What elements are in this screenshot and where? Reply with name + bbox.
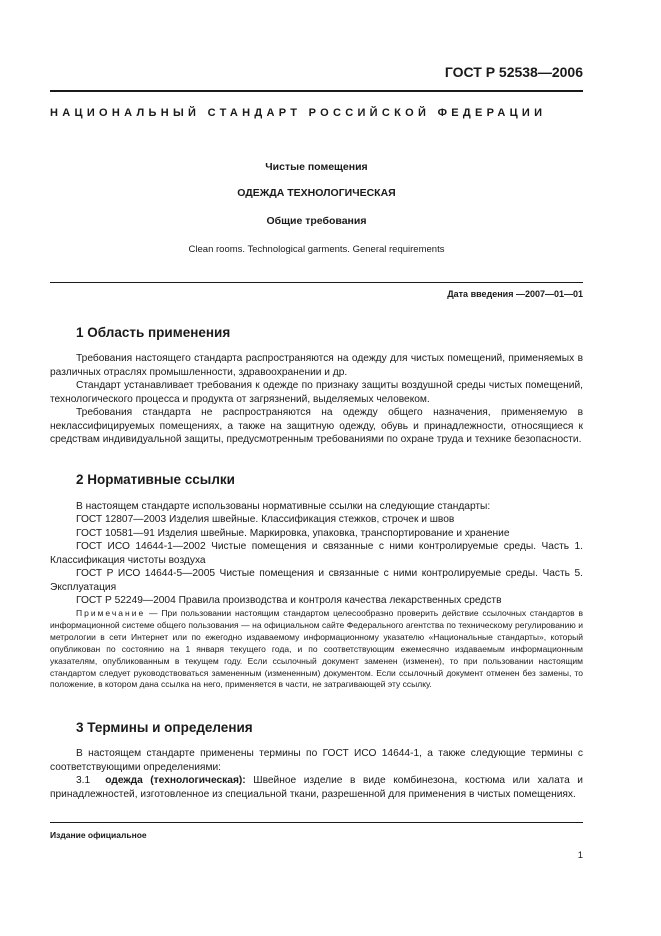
note-label: Примечание (76, 608, 146, 618)
term-name: одежда (технологическая): (105, 775, 246, 786)
section-1-paragraph-3: Требования стандарта не распространяются на одежду общего назначения, применяемую в неклассифицируемых помещениях, а также на защитную одежду, обувь и принадлежности, относящиеся к средствам индивидуальной защиты, предусмотренным требованиями по охране труда и технике безопасности. (50, 407, 583, 446)
reference-item: ГОСТ ИСО 14644-1—2002 Чистые помещения и связанные с ними контролируемые среды. Часть 1. Классификация чистоты воздуха (50, 541, 583, 566)
section-3-title: 3 Термины и определения (76, 720, 253, 735)
english-title: Clean rooms. Technological garments. General requirements (188, 244, 445, 255)
edition-label: Издание официальное (50, 830, 147, 840)
gost-code: ГОСТ Р 52538—2006 (444, 64, 583, 80)
reference-item: ГОСТ Р ИСО 14644-5—2005 Чистые помещения и связанные с ними контролируемые среды. Часть 5. Эксплуатация (50, 568, 583, 593)
reference-item: ГОСТ 10581—91 Изделия швейные. Маркировка, упаковка, транспортирование и хранение (76, 528, 510, 539)
page-number: 1 (577, 850, 583, 861)
national-standard-heading: НАЦИОНАЛЬНЫЙ СТАНДАРТ РОССИЙСКОЙ ФЕДЕРАЦИИ (50, 107, 547, 119)
section-1-title: 1 Область применения (76, 325, 231, 340)
section-2-title: 2 Нормативные ссылки (76, 472, 235, 487)
term-definition (50, 774, 583, 801)
top-rule (50, 90, 583, 92)
title-line-2: ОДЕЖДА ТЕХНОЛОГИЧЕСКАЯ (237, 187, 396, 199)
section-1-paragraph-2: Стандарт устанавливает требования к одежде по признаку защиты воздушной среды чистых помещений, технологического процесса и продукта от загрязнений, выделяемых человеком. (50, 380, 583, 405)
section-3-intro: В настоящем стандарте применены термины по ГОСТ ИСО 14644-1, а также следующие термины с соответствующими определениями: (50, 748, 583, 773)
intro-date-rule (50, 282, 583, 283)
section-2-intro: В настоящем стандарте использованы нормативные ссылки на следующие стандарты: (76, 501, 491, 512)
title-line-1: Чистые помещения (265, 161, 368, 173)
reference-item: ГОСТ Р 52249—2004 Правила производства и контроля качества лекарственных средств (76, 595, 502, 606)
title-line-3: Общие требования (266, 215, 367, 227)
term-number: 3.1 (76, 775, 91, 786)
footer-rule (50, 822, 583, 823)
reference-note (50, 608, 583, 691)
reference-item: ГОСТ 12807—2003 Изделия швейные. Классификация стежков, строчек и швов (76, 514, 455, 525)
note-text: — При пользовании настоящим стандартом целесообразно проверить действие ссылочных стандартов в информационной системе общего пользования — на официальном сайте Федерального агентства по техническому регулированию и метрологии в сети Интернет или по ежегодно издаваемому информационному указателю «Национальные стандарты», который опубликован по состоянию на 1 января текущего года, и по соответствующим ежемесячно издаваемым информационным указателям, опубликованным в текущем году. Если ссылочный документ заменен (изменен), то при пользовании настоящим стандартом следует руководствоваться замененным (измененным) документом. Если ссылочный документ отменен без замены, то положение, в котором дана ссылка на него, применяется в части, не затрагивающей эту ссылку. (50, 608, 583, 690)
introduction-date: Дата введения —2007—01—01 (447, 289, 583, 299)
term-text: Швейное изделие в виде комбинезона, костюма или халата и принадлежностей, изготовленное из специальной ткани, разрешенной для применения в чистых помещениях. (50, 775, 583, 800)
section-1-paragraph-1: Требования настоящего стандарта распространяются на одежду для чистых помещений, применяемых в различных отраслях промышленности, здравоохранении и др. (50, 353, 583, 378)
